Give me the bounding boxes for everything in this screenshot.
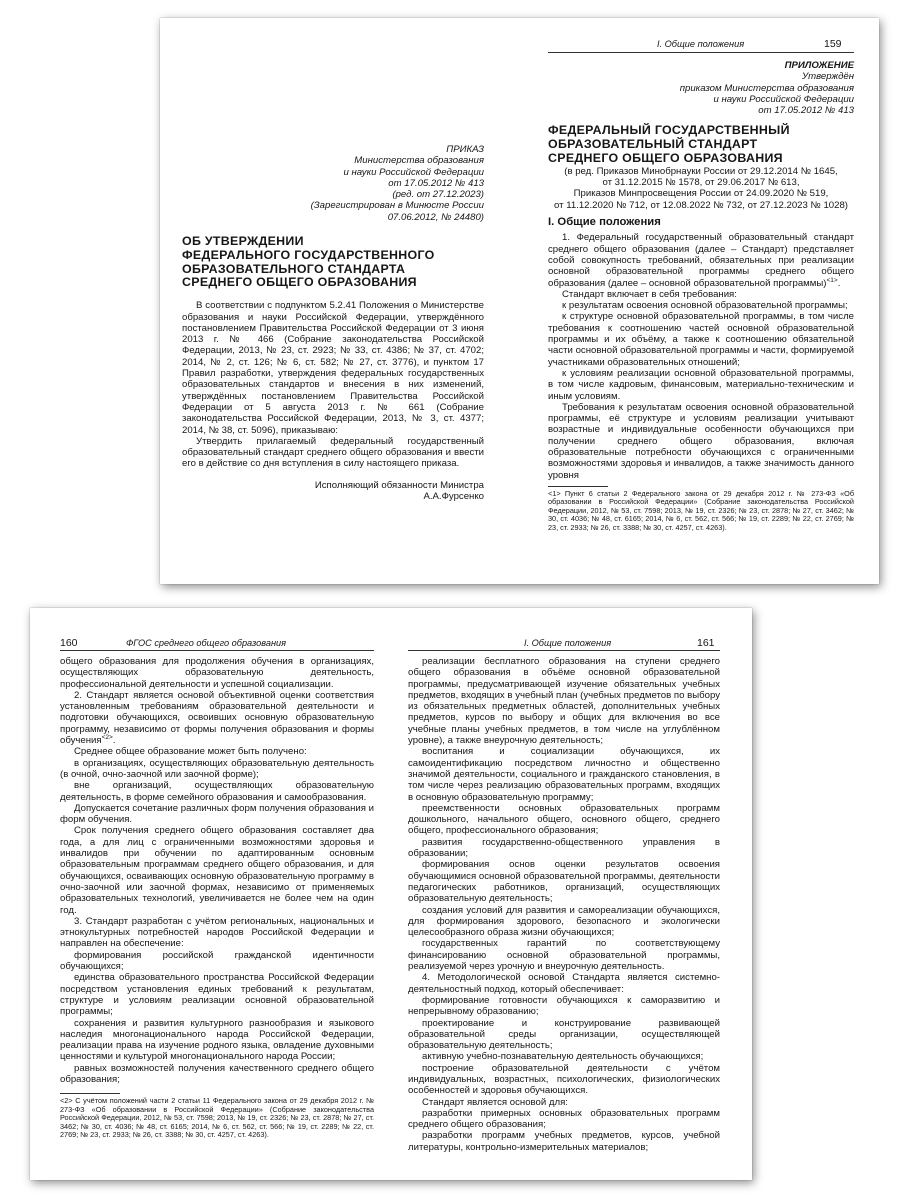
signature-position: Исполняющий обязанности Министра: [314, 479, 484, 491]
body-paragraph: сохранения и развития культурного разнообразия и языкового наследия многонационального народа Российской Федерации, реализации права на изучение родного языка, овладение духовными ценностями и культурой многонационального народа России;: [60, 1017, 374, 1063]
footnote-ref: <1>: [826, 276, 838, 284]
body-paragraph: Допускается сочетание различных форм получения образования и форм обучения.: [60, 802, 374, 826]
body-paragraph: проектирование и конструирование развивающей образовательной среды организации, осуществляющей образовательную деятельность;: [408, 1017, 720, 1052]
top-page-spread: [160, 18, 879, 584]
order-column: [182, 144, 484, 502]
order-title-line: ОБ УТВЕРЖДЕНИИ: [182, 234, 304, 249]
body-paragraph: создания условий для развития и самореализации обучающихся, для формирования здорового, безопасного и экологически целесообразного образа жизни обучающихся;: [408, 904, 720, 939]
approved-line: от 17.05.2012 № 413: [758, 105, 854, 117]
running-head: I. Общие положения: [657, 39, 745, 49]
appendix-label: ПРИЛОЖЕНИЕ: [784, 60, 854, 71]
approved-line: Утверждён: [801, 71, 854, 83]
body-paragraph: активную учебно-познавательную деятельность обучающихся;: [422, 1051, 704, 1063]
standard-title-line: ОБРАЗОВАТЕЛЬНЫЙ СТАНДАРТ: [548, 137, 758, 152]
revision-line: от 31.12.2015 № 1578, от 29.06.2017 № 613,: [602, 177, 800, 189]
header-rule: [60, 650, 374, 651]
page-number: 160: [60, 637, 78, 649]
standard-paragraph: к результатам освоения основной образовательной программы;: [562, 300, 848, 312]
body-paragraph: построение образовательной деятельности с учётом индивидуальных, возрастных, психологических, физиологических особенностей и здоровья обучающихся.: [408, 1062, 720, 1097]
standard-title-line: ФЕДЕРАЛЬНЫЙ ГОСУДАРСТВЕННЫЙ: [548, 123, 790, 138]
body-paragraph: преемственности основных образовательных программ дошкольного, начального общего, основного общего, среднего общего, профессионального образования;: [408, 802, 720, 837]
order-title-line: ФЕДЕРАЛЬНОГО ГОСУДАРСТВЕННОГО: [182, 247, 435, 262]
header-rule: [408, 650, 720, 651]
approved-line: приказом Министерства образования: [679, 82, 854, 94]
body-paragraph: разработки программ учебных предметов, курсов, учебной литературы, контрольно-измерительных материалов;: [408, 1130, 720, 1153]
page-number: 159: [824, 38, 842, 50]
paragraph-text: 2. Стандарт является основой объективной оценки соответствия установленным требованиям образовательной деятельности и подготовки обучающихся, освоивших основную образовательную программу, независимо от формы получения образования и формы обучения: [60, 689, 374, 747]
body-paragraph: в организациях, осуществляющих образовательную деятельность (в очной, очно-заочной или заочной форме);: [60, 757, 374, 780]
order-issuer-line: и науки Российской Федерации: [343, 166, 484, 178]
order-issuer-line: (ред. от 27.12.2023): [392, 189, 484, 201]
body-paragraph: единства образовательного пространства Российской Федерации посредством установления единых требований к результатам, структуре и условиям реализации основной образовательной программы;: [60, 972, 374, 1018]
standard-paragraph: Требования к результатам освоения основной образовательной программы, её структуре и условиям реализации учитывают возрастные и индивидуальные особенности обучающихся при получении среднего общего образования, включая образовательные потребности обучающихся с ограниченными возможностями здоровья и инвалидов, а также значимость данного уровня: [548, 401, 854, 481]
body-paragraph: государственных гарантий по соответствующему финансированию основной образовательной программы, реализуемой через урочную и внеурочную деятельность.: [408, 938, 720, 973]
standard-paragraph-1: 1. Федеральный государственный образовательный стандарт среднего общего образования (далее – Стандарт) представляет собой совокупность требований, обязательных при реализации основной образовательной программы среднего общего образования (далее – основной образовательной программы)$^{<1>}$.: [548, 232, 854, 289]
body-paragraph: формирования основ оценки результатов освоения обучающимися основной образовательной программы, деятельности педагогических работников, организаций, осуществляющих образовательную деятельность;: [408, 859, 720, 905]
section-title: I. Общие положения: [548, 216, 661, 229]
body-paragraph: общего образования для продолжения обучения в организациях, осуществляющих образовательную деятельность, профессиональной деятельности и успешной социализации.: [60, 656, 374, 690]
body-paragraph: воспитания и социализации обучающихся, их самоидентификацию посредством личностно и общественно значимой деятельности, социального и гражданского становления, в том числе через реализацию образовательных программ, входящих в основную образовательную программу;: [408, 746, 720, 803]
order-paragraph: В соответствии с подпунктом 5.2.41 Положения о Министерстве образования и науки Российской Федерации, утверждённого постановлением Правительства Российской Федерации от 3 июня 2013 г. № 466 (Собрание законодательства Российской Федерации, 2013, № 23, ст. 2923; № 33, ст. 4386; № 37, ст. 4702; 2014, № 2, ст. 126; № 6, ст. 582; № 27, ст. 3776), и пунктом 17 Правил разработки, утверждения федеральных государственных образовательных стандартов и внесения в них изменений, утверждённых постановлением Правительства Российской Федерации от 5 августа 2013 г. № 661 (Собрание законодательства Российской Федерации, 2013, № 3, ст. 4377; 2014, № 38, ст. 5096), приказываю:: [182, 300, 484, 436]
page-number: 161: [697, 637, 715, 649]
running-head: I. Общие положения: [524, 638, 612, 648]
page-160-column: [60, 656, 374, 1140]
footnote-ref: <2>: [101, 733, 113, 741]
revision-line: Приказов Минпросвещения России от 24.09.2020 № 519,: [573, 188, 829, 200]
body-paragraph: реализации бесплатного образования на ступени среднего общего образования в объёме основной образовательной программы, предусматривающей изучение обязательных учебных предметов, входящих в учебный план (учебных предметов по выбору из обязательных предметных областей, дополнительных учебных предметов, курсов по выбору и общих для включения во все учебные планы учебных предметов, в том числе на углублённом уровне), а также внеурочную деятельность;: [408, 656, 720, 747]
body-paragraph: формирования российской гражданской идентичности обучающихся;: [60, 949, 374, 973]
order-issuer-line: Министерства образования: [354, 155, 484, 167]
standard-column: [548, 60, 854, 532]
body-paragraph: Среднее общее образование может быть получено:: [74, 746, 307, 758]
body-paragraph: Срок получения среднего общего образования составляет два года, а для лиц с ограниченными возможностями здоровья и инвалидов при обучении по адаптированным основным образовательным программам среднего общего образования, и для обучающихся, осваивающих основную образовательную программу в очно-заочной или заочной формах, независимо от применяемых образовательных технологий, увеличивается не более чем на один год.: [60, 825, 374, 916]
order-issuer-line: 07.06.2012, № 24480): [387, 211, 484, 223]
body-paragraph: формирование готовности обучающихся к саморазвитию и непрерывному образованию;: [408, 994, 720, 1018]
body-paragraph: 3. Стандарт разработан с учётом региональных, национальных и этнокультурных потребностей народов Российской Федерации и направлен на обеспечение:: [60, 915, 374, 950]
standard-title-line: СРЕДНЕГО ОБЩЕГО ОБРАЗОВАНИЯ: [548, 151, 783, 166]
footnote: <2> С учётом положений части 2 статьи 11 Федерального закона от 29 декабря 2012 г. № 273-ФЗ «Об образовании в Российской Федерации» (Собрание законодательства Российской Федерации, 2012, № 53, ст. 7598; 2013, № 19, ст. 2326; № 23, ст. 2878; № 27, ст. 3462; № 30, ст. 4036; № 48, ст. 6165; 2014, № 6, ст. 562, ст. 566; № 19, ст. 2289; № 22, ст. 2769; № 23, ст. 2933; № 26, ст. 3388; № 30, ст. 4257, ст. 4263).: [60, 1096, 374, 1140]
body-paragraph: вне организаций, осуществляющих образовательную деятельность, в форме семейного образования и самообразования.: [60, 780, 374, 803]
footnote-rule: [60, 1093, 120, 1094]
order-title-line: СРЕДНЕГО ОБЩЕГО ОБРАЗОВАНИЯ: [182, 275, 417, 290]
running-head: ФГОС среднего общего образования: [126, 638, 287, 648]
order-issuer-line: от 17.05.2012 № 413: [388, 177, 484, 189]
footnote-rule: [548, 486, 608, 487]
order-label: ПРИКАЗ: [446, 144, 484, 155]
signature-name: А.А.Фурсенко: [423, 491, 484, 503]
standard-paragraph: Стандарт включает в себя требования:: [562, 288, 737, 300]
body-paragraph: Стандарт является основой для:: [422, 1096, 568, 1108]
footnote: <1> Пункт 6 статьи 2 Федерального закона от 29 декабря 2012 г. № 273-ФЗ «Об образовании в Российской Федерации» (Собрание законодательства Российской Федерации, 2012, № 53, ст. 7598; 2013, № 19, ст. 2326; № 23, ст. 2878; № 27, ст. 3462; № 30, ст. 4036; № 48, ст. 6165; 2014, № 6, ст. 562, ст. 566; № 19, ст. 2289; № 22, ст. 2769; № 23, ст. 2933; № 26, ст. 3388; № 30, ст. 4257, ст. 4263).: [548, 488, 854, 532]
page-161-column: [408, 656, 720, 1153]
standard-paragraph: к условиям реализации основной образовательной программы, в том числе кадровым, финансовым, материально-техническим и иным условиям.: [548, 367, 854, 402]
body-paragraph: 4. Методологической основой Стандарта является системно-деятельностный подход, который обеспечивает:: [408, 972, 720, 995]
body-paragraph: развития государственно-общественного управления в образовании;: [408, 836, 720, 860]
revision-line: от 11.12.2020 № 712, от 12.08.2022 № 732, от 27.12.2023 № 1028): [554, 199, 848, 211]
bottom-page-spread: [30, 608, 752, 1180]
standard-paragraph: к структуре основной образовательной программы, в том числе требования к соотношению частей основной образовательной программы и их объёму, а также к соотношению обязательной части основной образовательной программы и части, формируемой участниками образовательных отношений;: [548, 311, 854, 368]
revision-line: (в ред. Приказов Минобрнауки России от 29.12.2014 № 1645,: [564, 165, 838, 177]
order-issuer-line: (Зарегистрирован в Минюсте России: [310, 200, 484, 212]
paragraph-text: 1. Федеральный государственный образовательный стандарт среднего общего образования (далее – Стандарт) представляет собой совокупность требований, обязательных при реализации основной образовательной программы среднего общего образования (далее – основной образовательной программы): [548, 232, 854, 289]
header-rule: [548, 52, 854, 53]
order-title-line: ОБРАЗОВАТЕЛЬНОГО СТАНДАРТА: [182, 261, 406, 276]
body-paragraph: разработки примерных основных образовательных программ среднего общего образования;: [408, 1107, 720, 1131]
approved-line: и науки Российской Федерации: [713, 93, 854, 105]
order-paragraph: Утвердить прилагаемый федеральный государственный образовательный стандарт среднего общего образования и ввести его в действие со дня вступления в силу настоящего приказа.: [182, 435, 484, 470]
body-paragraph: равных возможностей получения качественного среднего общего образования;: [60, 1062, 374, 1085]
order-title: [182, 235, 484, 290]
order-issuer-block: [182, 144, 484, 223]
body-paragraph-2: 2. Стандарт является основой объективной оценки соответствия установленным требованиям образовательной деятельности и подготовки обучающихся, освоивших основную образовательную программу, независимо от формы получения образования и формы обучения$^{<2>}$.: [60, 689, 374, 747]
